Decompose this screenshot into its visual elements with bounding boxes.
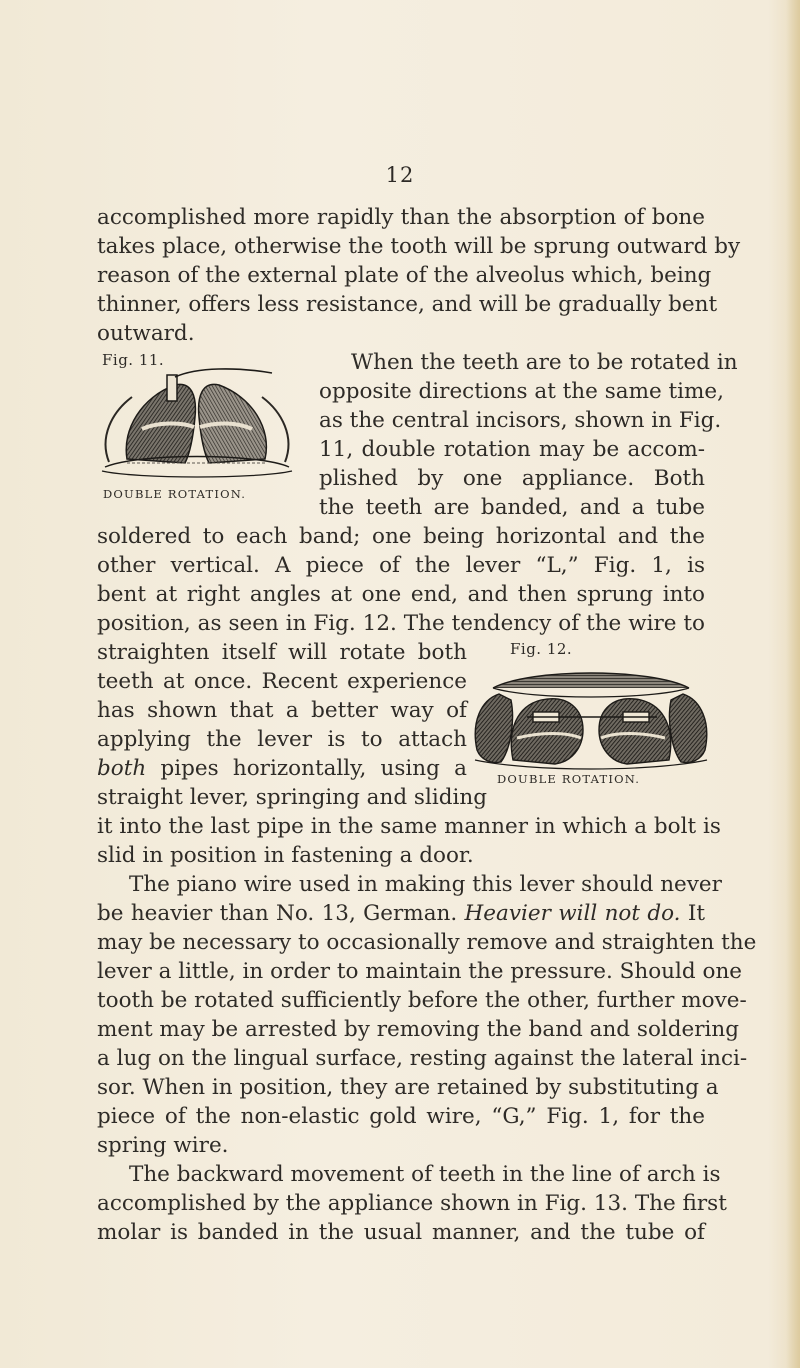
page-number: 12 bbox=[385, 163, 415, 187]
text-line: applying the lever is to attach bbox=[97, 727, 467, 752]
paragraph-double-rotation bbox=[319, 348, 738, 522]
text-line: has shown that a better way of bbox=[97, 698, 467, 723]
text-line: plished by one appliance. Both bbox=[319, 466, 705, 491]
text-line: takes place, otherwise the tooth will be sprung outward by bbox=[97, 234, 741, 259]
paragraph-bolt bbox=[97, 812, 721, 870]
text-line: may be necessary to occasionally remove and straighten the bbox=[97, 930, 757, 955]
page-edge-stain bbox=[786, 0, 800, 1368]
text-line: tooth be rotated sufficiently before the other, further move- bbox=[97, 988, 747, 1013]
figure-12-label: Fig. 12. bbox=[510, 640, 573, 658]
text-line: accomplished by the appliance shown in Fig. 13. The first bbox=[97, 1191, 727, 1216]
text-line: thinner, offers less resistance, and will be gradually bent bbox=[97, 292, 718, 317]
text-line: molar is banded in the usual manner, and the tube of bbox=[97, 1220, 705, 1245]
text-line bbox=[97, 754, 467, 783]
text-span: be heavier than No. 13, German. bbox=[97, 901, 458, 926]
italic-word: both bbox=[97, 756, 147, 781]
text-line: opposite directions at the same time, bbox=[319, 379, 724, 404]
figure-12-teeth-illustration bbox=[471, 660, 711, 770]
figure-11-caption: DOUBLE ROTATION. bbox=[103, 487, 247, 501]
italic-phrase: Heavier will not do. bbox=[464, 901, 681, 926]
paragraph-tube-soldered bbox=[97, 522, 705, 638]
text-line: 11, double rotation may be accom- bbox=[319, 437, 705, 462]
text-line: lever a little, in order to maintain the pressure. Should one bbox=[97, 959, 743, 984]
text-line: it into the last pipe in the same manner in which a bolt is bbox=[97, 814, 721, 839]
text-line: teeth at once. Recent experience bbox=[97, 669, 467, 694]
text-line: spring wire. bbox=[97, 1133, 229, 1158]
text-line: other vertical. A piece of the lever “L,” Fig. 1, is bbox=[97, 553, 705, 578]
paragraph-lever-pipes bbox=[97, 638, 487, 812]
text-line: The piano wire used in making this lever should never bbox=[129, 872, 722, 897]
text-line: accomplished more rapidly than the absorption of bone bbox=[97, 205, 705, 230]
text-line: sor. When in position, they are retained by substituting a bbox=[97, 1075, 719, 1100]
text-line: straight lever, springing and sliding bbox=[97, 785, 487, 810]
text-line: the teeth are banded, and a tube bbox=[319, 495, 705, 520]
text-line bbox=[97, 899, 705, 928]
text-line: slid in position in fastening a door. bbox=[97, 843, 474, 868]
text-line: a lug on the lingual surface, resting against the lateral inci- bbox=[97, 1046, 748, 1071]
figure-12-caption: DOUBLE ROTATION. bbox=[497, 772, 641, 786]
text-line: outward. bbox=[97, 321, 195, 346]
text-line: bent at right angles at one end, and then sprung into bbox=[97, 582, 705, 607]
paragraph-backward-movement bbox=[97, 1160, 727, 1247]
text-line: piece of the non-elastic gold wire, “G,” Fig. 1, for the bbox=[97, 1104, 705, 1129]
paragraph-piano-wire bbox=[97, 870, 757, 1160]
paragraph-bone-absorption bbox=[97, 203, 741, 348]
text-line: When the teeth are to be rotated in bbox=[351, 350, 738, 375]
text-line: as the central incisors, shown in Fig. bbox=[319, 408, 722, 433]
text-line: soldered to each band; one being horizontal and the bbox=[97, 524, 705, 549]
figure-11-label: Fig. 11. bbox=[102, 351, 165, 369]
text-line: straighten itself will rotate both bbox=[97, 640, 467, 665]
text-line: The backward movement of teeth in the line of arch is bbox=[129, 1162, 721, 1187]
text-line: ment may be arrested by removing the band and soldering bbox=[97, 1017, 740, 1042]
text-span: pipes horizontally, using a bbox=[160, 756, 467, 781]
text-line: reason of the external plate of the alveolus which, being bbox=[97, 263, 712, 288]
text-span: It bbox=[687, 901, 705, 926]
figure-11-incisors-illustration bbox=[97, 367, 297, 482]
text-line: position, as seen in Fig. 12. The tendency of the wire to bbox=[97, 611, 705, 636]
